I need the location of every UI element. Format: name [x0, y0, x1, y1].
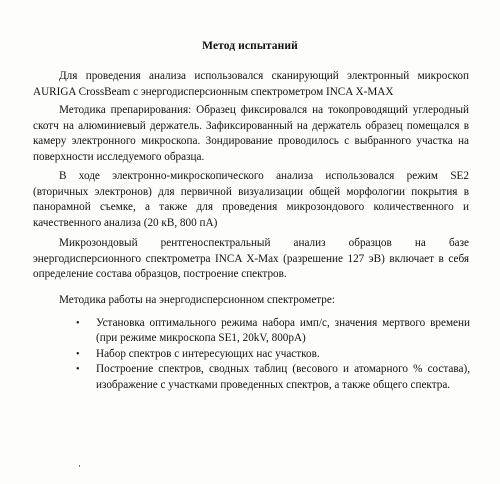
list-item	[64, 362, 470, 393]
paragraph-microprobe-analysis: Микрозондовый рентгеноспектральный анализ образцов на базе энергодисперсионного спектрометра INCA X-Max (разрешение 127 эВ) включает в себя определение состава образцов, построение спектров.	[33, 237, 469, 281]
method-steps-list	[64, 316, 470, 393]
scan-speck	[79, 465, 80, 467]
paragraph-equipment: Для проведения анализа использовался сканирующий электронный микроскоп AURIGA CrossBeam с энергодисперсионным спектрометром INCA X-MAX	[33, 70, 469, 98]
paragraph-method-heading: Методика работы на энергодисперсионном спектрометре:	[59, 294, 335, 306]
paragraph-preparation: Методика препарирования: Образец фиксировался на токопроводящий углеродный скотч на алюминиевый держатель. Зафиксированный на держатель образец помещался в камеру электронного микроскопа. Зондирование проводилось с выбранного участка на поверхности исследуемого образца.	[33, 104, 469, 163]
bullet-icon: •	[76, 348, 80, 360]
list-item-text: Набор спектров с интересующих нас участков.	[96, 347, 320, 360]
list-item	[64, 316, 470, 347]
paragraph-se2-mode: В ходе электронно-микроскопического анализа использовался режим SE2 (вторичных электронов) для первичной визуализации общей морфологии покрытия в панорамной съемке, а также для проведения микрозондового количественного и качественного анализа (20 кВ, 800 пА)	[33, 170, 469, 229]
list-item-text: Установка оптимального режима набора имп/с, значения мертвого времени (при режиме микроскопа SE1, 20kV, 800pA)	[96, 317, 470, 345]
bullet-icon: •	[76, 318, 80, 329]
document-title: Метод испытаний	[202, 40, 298, 52]
list-item-text: Построение спектров, сводных таблиц (весового и атомарного % состава), изображение с участками проведенных спектров, а также общего спектра.	[96, 363, 470, 391]
bullet-icon: •	[76, 364, 80, 376]
list-item	[64, 347, 470, 362]
